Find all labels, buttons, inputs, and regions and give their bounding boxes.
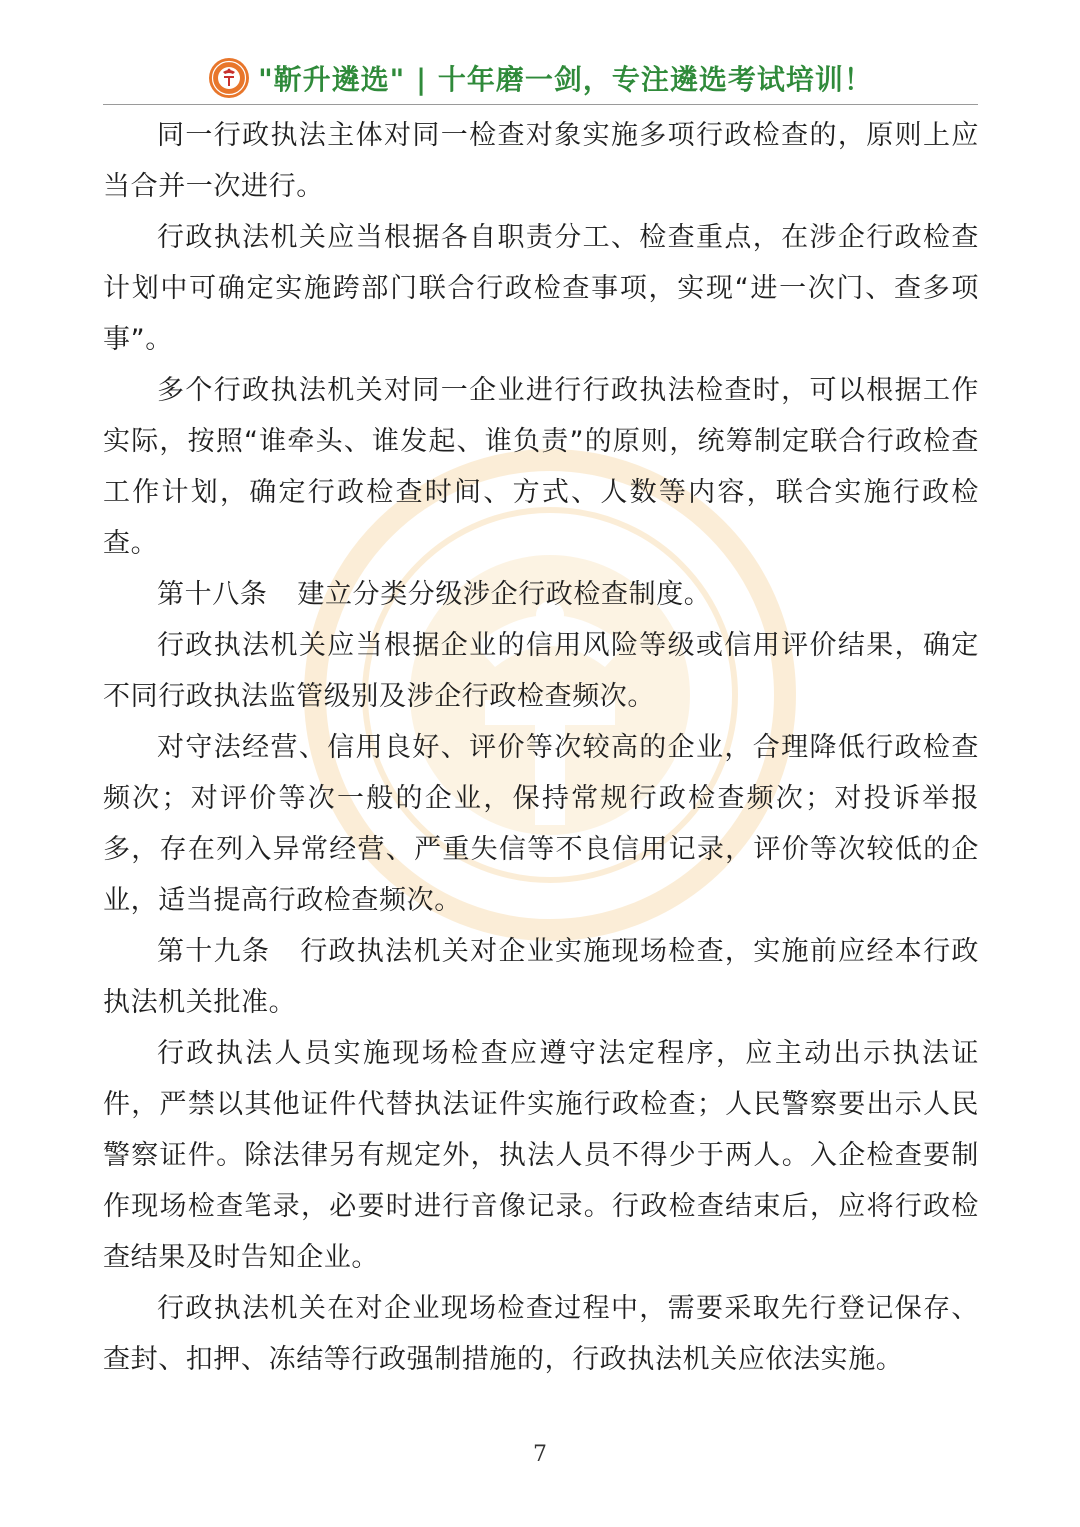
paragraph: 同一行政执法主体对同一检查对象实施多项行政检查的，原则上应当合并一次进行。 xyxy=(103,120,979,202)
article-title: 建立分类分级涉企行政检查制度。 xyxy=(297,579,712,610)
document-body xyxy=(103,110,979,1385)
article-number: 第十九条 xyxy=(157,936,271,967)
header-slogan: "靳升遴选" | 十年磨一剑，专注遴选考试培训！ xyxy=(258,63,873,96)
article-19-heading xyxy=(103,926,979,1028)
paragraph: 行政执法机关应当根据企业的信用风险等级或信用评价结果，确定不同行政执法监管级别及涉企行政检查频次。 xyxy=(103,630,979,712)
page-number: 7 xyxy=(533,1442,547,1467)
page-header xyxy=(103,52,978,105)
academy-seal-logo-icon xyxy=(208,57,250,99)
paragraph: 行政执法机关应当根据各自职责分工、检查重点，在涉企行政检查计划中可确定实施跨部门联合行政检查事项，实现“进一次门、查多项事”。 xyxy=(103,222,979,355)
paragraph: 行政执法人员实施现场检查应遵守法定程序，应主动出示执法证件，严禁以其他证件代替执法证件实施行政检查；人民警察要出示人民警察证件。除法律另有规定外，执法人员不得少于两人。入企检查要制作现场检查笔录，必要时进行音像记录。行政检查结束后，应将行政检查结果及时告知企业。 xyxy=(103,1038,979,1273)
paragraph: 对守法经营、信用良好、评价等次较高的企业，合理降低行政检查频次；对评价等次一般的企业，保持常规行政检查频次；对投诉举报多，存在列入异常经营、严重失信等不良信用记录，评价等次较低的企业，适当提高行政检查频次。 xyxy=(103,732,979,916)
paragraph: 行政执法机关在对企业现场检查过程中，需要采取先行登记保存、查封、扣押、冻结等行政强制措施的，行政执法机关应依法实施。 xyxy=(103,1293,979,1375)
article-title: 行政执法机关对企业实施现场检查，实施前应经本行政执法机关批准。 xyxy=(103,936,979,1018)
article-number: 第十八条 xyxy=(157,579,268,610)
paragraph: 多个行政执法机关对同一企业进行行政执法检查时，可以根据工作实际，按照“谁牵头、谁发起、谁负责”的原则，统筹制定联合行政检查工作计划，确定行政检查时间、方式、人数等内容，联合实施行政检查。 xyxy=(103,375,979,559)
article-18-heading xyxy=(103,569,979,620)
